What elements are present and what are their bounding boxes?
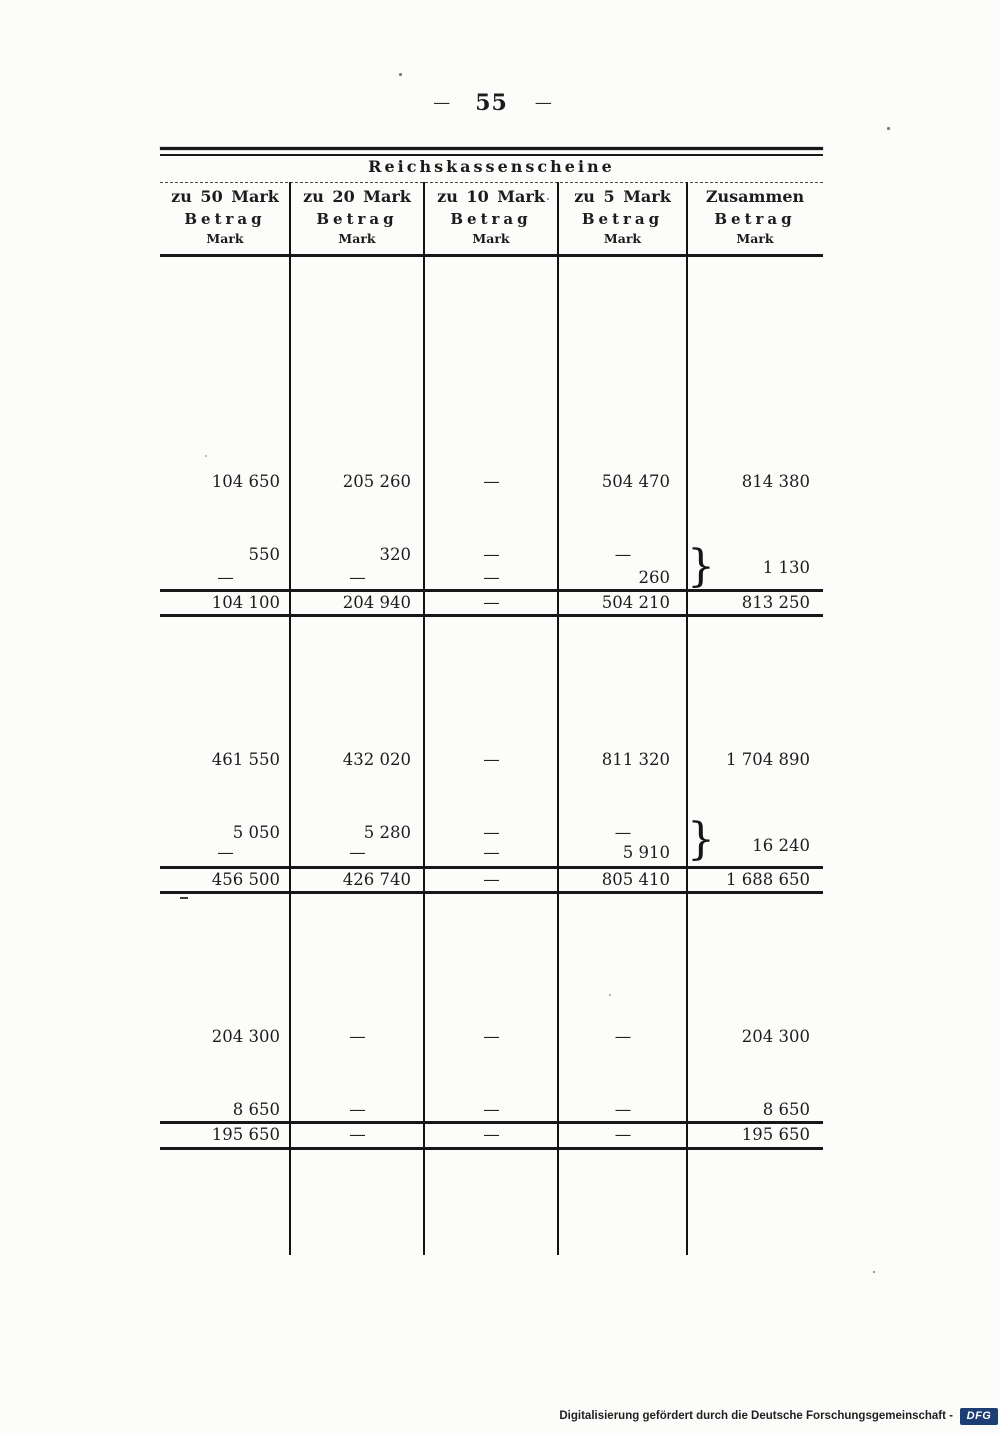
total-cell: 104 100: [211, 593, 280, 612]
table-row: [160, 556, 823, 580]
table-row: [160, 834, 823, 858]
table-cell: 8 650: [762, 1100, 810, 1119]
scan-speck: [873, 1271, 875, 1273]
table-header-dashed-rule: [160, 182, 823, 183]
table-cell: —: [483, 750, 499, 769]
page-number-dash-left: —: [433, 93, 449, 113]
table-cell: —: [217, 843, 233, 862]
page-number-dash-right: —: [534, 93, 550, 113]
table-cell: 550: [248, 545, 280, 564]
scan-speck: [205, 455, 207, 457]
table-cell: —: [483, 843, 499, 862]
table-cell: —: [483, 472, 499, 491]
total-cell: 504 210: [601, 593, 670, 612]
scan-speck: [609, 994, 611, 996]
table-cell: —: [349, 1027, 365, 1046]
table-cell: 5 910: [622, 843, 670, 862]
digitization-credit: Digitalisierung gefördert durch die Deutsche Forschungsgemeinschaft -: [559, 1410, 953, 1422]
scan-speck: [547, 198, 549, 200]
table-cell: —: [217, 568, 233, 587]
table-title: Reichskassenscheine: [368, 157, 615, 176]
section-total-bottom-rule: [160, 891, 823, 894]
total-cell: —: [483, 870, 499, 889]
page-number-value: 55: [475, 90, 508, 116]
column-unit: Mark: [736, 231, 774, 246]
total-cell: 195 650: [741, 1125, 810, 1144]
table-cell: 1 704 890: [726, 750, 810, 769]
table-row: [160, 748, 823, 772]
table-cell: 811 320: [601, 750, 670, 769]
table-cell: 814 380: [741, 472, 810, 491]
total-cell: 1 688 650: [726, 870, 810, 889]
column-denomination: zu 10 Mark: [437, 187, 545, 206]
table-row: [160, 1025, 823, 1049]
brace-total-cell: 1 130: [762, 558, 810, 577]
scan-dash-mark: [180, 897, 188, 899]
total-cell: 195 650: [211, 1125, 280, 1144]
column-denomination: zu 20 Mark: [303, 187, 411, 206]
table-cell: 432 020: [342, 750, 411, 769]
table-cell: —: [614, 823, 631, 842]
column-denomination: Zusammen: [705, 187, 805, 206]
column-amount-label: Betrag: [184, 210, 266, 228]
table-cell: —: [483, 568, 499, 587]
column-header-zu-10-mark: [424, 186, 558, 254]
column-header-zusammen: [687, 186, 823, 254]
total-cell: —: [483, 1125, 499, 1144]
column-unit: Mark: [472, 231, 510, 246]
table-row: [160, 470, 823, 494]
section-total-bottom-rule: [160, 614, 823, 617]
column-divider: [686, 182, 689, 1255]
table-cell: —: [483, 545, 499, 564]
table-total-row: [160, 869, 823, 891]
table-cell: —: [349, 843, 365, 862]
section-total-bottom-rule: [160, 1147, 823, 1150]
table-cell: 5 280: [363, 823, 411, 842]
column-divider: [557, 182, 560, 1255]
table-total-row: [160, 592, 823, 614]
column-denomination: zu 5 Mark: [574, 187, 671, 206]
table-top-rule-thick: [160, 147, 823, 150]
scan-speck: [887, 127, 890, 130]
total-cell: 426 740: [342, 870, 411, 889]
header-bottom-rule: [160, 254, 823, 257]
table-cell: —: [614, 1027, 631, 1046]
table-cell: —: [483, 1027, 499, 1046]
table-cell: —: [349, 568, 365, 587]
total-cell: 456 500: [211, 870, 280, 889]
column-unit: Mark: [338, 231, 376, 246]
column-unit: Mark: [603, 231, 642, 246]
table-cell: 461 550: [211, 750, 280, 769]
column-denomination: zu 50 Mark: [171, 187, 279, 206]
column-divider: [289, 182, 292, 1255]
table-top-rule-thin: [160, 154, 823, 156]
digitization-footer: [559, 1406, 998, 1426]
column-divider: [423, 182, 426, 1255]
table-cell: 205 260: [342, 472, 411, 491]
total-cell: —: [614, 1125, 631, 1144]
table-cell: —: [483, 1100, 499, 1119]
table-cell: 504 470: [601, 472, 670, 491]
column-header-zu-5-mark: [558, 186, 687, 254]
column-amount-label: Betrag: [450, 210, 532, 228]
column-header-zu-20-mark: [290, 186, 424, 254]
column-header-zu-50-mark: [160, 186, 290, 254]
table-cell: 320: [379, 545, 411, 564]
table-cell: —: [349, 1100, 365, 1119]
table-total-row: [160, 1124, 823, 1146]
column-unit: Mark: [206, 231, 244, 246]
table-cell: 260: [638, 568, 670, 587]
table-cell: —: [614, 545, 631, 564]
table-cell: —: [483, 823, 499, 842]
total-cell: —: [349, 1125, 365, 1144]
table-cell: 204 300: [211, 1027, 280, 1046]
column-amount-label: Betrag: [581, 210, 664, 228]
total-cell: 204 940: [342, 593, 411, 612]
table-cell: 8 650: [232, 1100, 280, 1119]
table-cell: 104 650: [211, 472, 280, 491]
table-cell: 5 050: [232, 823, 280, 842]
table-cell: 204 300: [741, 1027, 810, 1046]
total-cell: 805 410: [601, 870, 670, 889]
column-amount-label: Betrag: [316, 210, 398, 228]
brace-total-cell: 16 240: [752, 836, 810, 855]
total-cell: —: [483, 593, 499, 612]
total-cell: 813 250: [741, 593, 810, 612]
page-number: [160, 88, 823, 118]
dfg-logo: [960, 1408, 998, 1425]
table-row: [160, 1098, 823, 1122]
table-cell: —: [614, 1100, 631, 1119]
scan-speck: [399, 73, 402, 76]
reichskassenscheine-table: [160, 147, 823, 1257]
dfg-logo-text: DFG: [966, 1409, 992, 1422]
column-amount-label: Betrag: [714, 210, 796, 228]
